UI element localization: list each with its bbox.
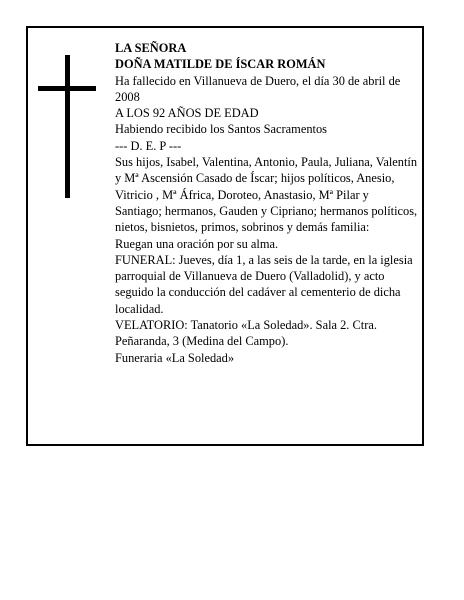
deceased-name: DOÑA MATILDE DE ÍSCAR ROMÁN [115,57,326,72]
rip-line: --- D. E. P --- [115,138,182,153]
cross-icon [38,55,96,198]
age-line: A LOS 92 AÑOS DE EDAD [115,106,259,121]
funeral-home-line: Funeraria «La Soledad» [115,350,235,365]
death-info: Ha fallecido en Villanueva de Duero, el día 30 de abril de 2008 [115,73,401,104]
family-paragraph: Sus hijos, Isabel, Valentina, Antonio, Paula, Juliana, Valentín y Mª Ascensión Casado de Íscar; hijos políticos, Anesio, Vitricio , Mª África, Doroteo, Anastasio, Mª Pilar y Santiago; hermanos, Gauden y Cipriano; hermanos políticos, nietos, bisnietos, primos, sobrinos y demás familia: [115,155,418,235]
wake-paragraph: VELATORIO: Tanatorio «La Soledad». Sala 2. Ctra. Peñaranda, 3 (Medina del Campo). [115,318,377,349]
funeral-paragraph: FUNERAL: Jueves, día 1, a las seis de la tarde, en la iglesia parroquial de Villanueva de Duero (Valladolid), y acto seguido la conducción del cadáver al cementerio de dicha localidad. [115,252,413,316]
prayer-line: Ruegan una oración por su alma. [115,236,279,251]
sacraments-line: Habiendo recibido los Santos Sacramentos [115,122,327,137]
obituary-title: LA SEÑORA [115,41,187,55]
obituary-notice [26,26,424,446]
cross-horizontal-bar [38,86,96,91]
cross-vertical-bar [65,55,70,198]
obituary-text [115,40,418,366]
